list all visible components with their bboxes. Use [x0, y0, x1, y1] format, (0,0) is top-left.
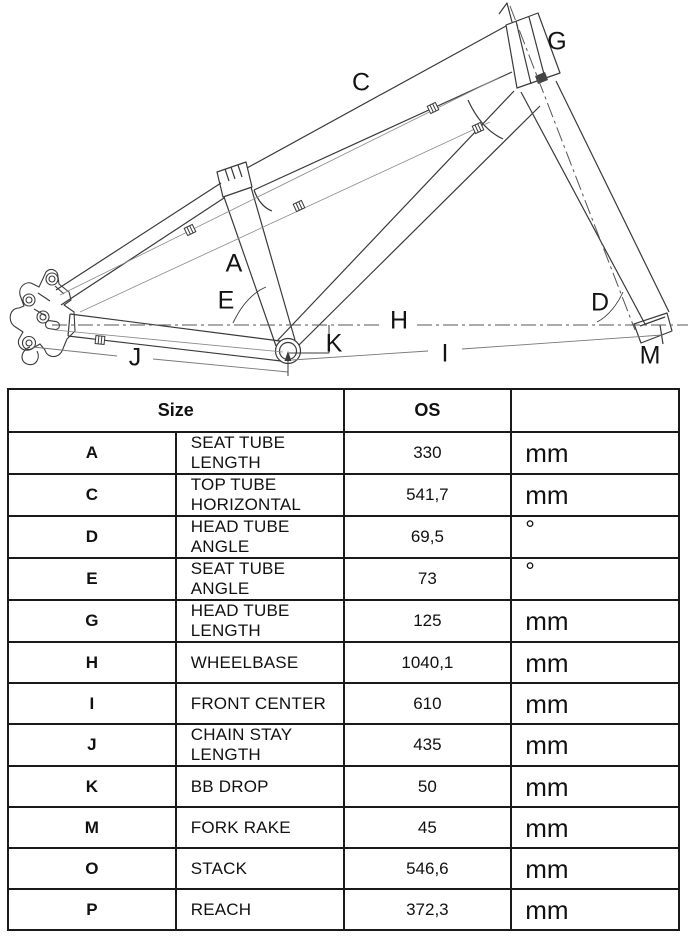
row-key: G	[8, 600, 176, 642]
row-unit: mm	[511, 683, 679, 724]
row-value: 125	[344, 600, 512, 642]
row-name: BB DROP	[176, 766, 344, 807]
row-unit: mm	[511, 432, 679, 474]
row-unit: °	[511, 558, 679, 600]
row-value: 73	[344, 558, 512, 600]
row-unit: mm	[511, 889, 679, 930]
row-key: I	[8, 683, 176, 724]
table-row	[8, 474, 679, 516]
row-key: E	[8, 558, 176, 600]
row-name: TOP TUBE HORIZONTAL	[176, 474, 344, 516]
row-unit: mm	[511, 600, 679, 642]
row-value: 69,5	[344, 516, 512, 558]
row-key: K	[8, 766, 176, 807]
row-name: HEAD TUBE LENGTH	[176, 600, 344, 642]
measurement-lines	[33, 6, 688, 376]
table-row	[8, 889, 679, 930]
frame-tubes	[56, 3, 672, 364]
row-unit: mm	[511, 642, 679, 683]
row-value: 330	[344, 432, 512, 474]
diagram-label-h: H	[389, 306, 409, 335]
row-key: C	[8, 474, 176, 516]
row-key: H	[8, 642, 176, 683]
row-unit: °	[511, 516, 679, 558]
seat-collar	[217, 162, 252, 197]
row-unit: mm	[511, 766, 679, 807]
row-name: STACK	[176, 848, 344, 889]
row-key: O	[8, 848, 176, 889]
row-unit: mm	[511, 807, 679, 848]
row-value: 50	[344, 766, 512, 807]
row-key: M	[8, 807, 176, 848]
table-row	[8, 516, 679, 558]
row-value: 541,7	[344, 474, 512, 516]
row-unit: mm	[511, 474, 679, 516]
frame-diagram	[0, 0, 689, 384]
fork-dropout	[634, 313, 672, 343]
row-unit: mm	[511, 724, 679, 766]
row-name: HEAD TUBE ANGLE	[176, 516, 344, 558]
diagram-label-c: C	[351, 68, 371, 97]
row-value: 435	[344, 724, 512, 766]
row-name: CHAIN STAY LENGTH	[176, 724, 344, 766]
seat-stay	[56, 183, 224, 305]
table-row	[8, 683, 679, 724]
bike-frame-drawing	[0, 0, 689, 384]
row-name: SEAT TUBE ANGLE	[176, 558, 344, 600]
diagram-label-i: I	[441, 339, 449, 368]
diagram-label-m: M	[639, 341, 661, 370]
row-key: J	[8, 724, 176, 766]
diagram-label-e: E	[217, 286, 235, 315]
geometry-table	[7, 388, 680, 931]
row-name: SEAT TUBE LENGTH	[176, 432, 344, 474]
header-size: Size	[8, 389, 344, 432]
row-unit: mm	[511, 848, 679, 889]
row-key: A	[8, 432, 176, 474]
row-key: D	[8, 516, 176, 558]
cable-guide-icon	[95, 102, 484, 344]
row-value: 45	[344, 807, 512, 848]
row-name: FORK RAKE	[176, 807, 344, 848]
row-value: 546,6	[344, 848, 512, 889]
diagram-label-j: J	[128, 343, 142, 372]
diagram-label-g: G	[547, 27, 567, 56]
row-value: 610	[344, 683, 512, 724]
row-name: REACH	[176, 889, 344, 930]
row-value: 372,3	[344, 889, 512, 930]
header-os: OS	[344, 389, 512, 432]
table-header-row	[8, 389, 679, 432]
table-row	[8, 558, 679, 600]
table-row	[8, 432, 679, 474]
table-row	[8, 766, 679, 807]
table-row	[8, 807, 679, 848]
table-row	[8, 642, 679, 683]
table-row	[8, 600, 679, 642]
row-value: 1040,1	[344, 642, 512, 683]
row-name: WHEELBASE	[176, 642, 344, 683]
row-name: FRONT CENTER	[176, 683, 344, 724]
cable-routing	[55, 77, 500, 352]
table-row	[8, 848, 679, 889]
diagram-label-a: A	[225, 249, 243, 278]
table-row	[8, 724, 679, 766]
down-tube	[277, 91, 540, 345]
header-unit	[511, 389, 679, 432]
diagram-label-d: D	[590, 288, 610, 317]
row-key: P	[8, 889, 176, 930]
diagram-label-k: K	[325, 329, 343, 358]
